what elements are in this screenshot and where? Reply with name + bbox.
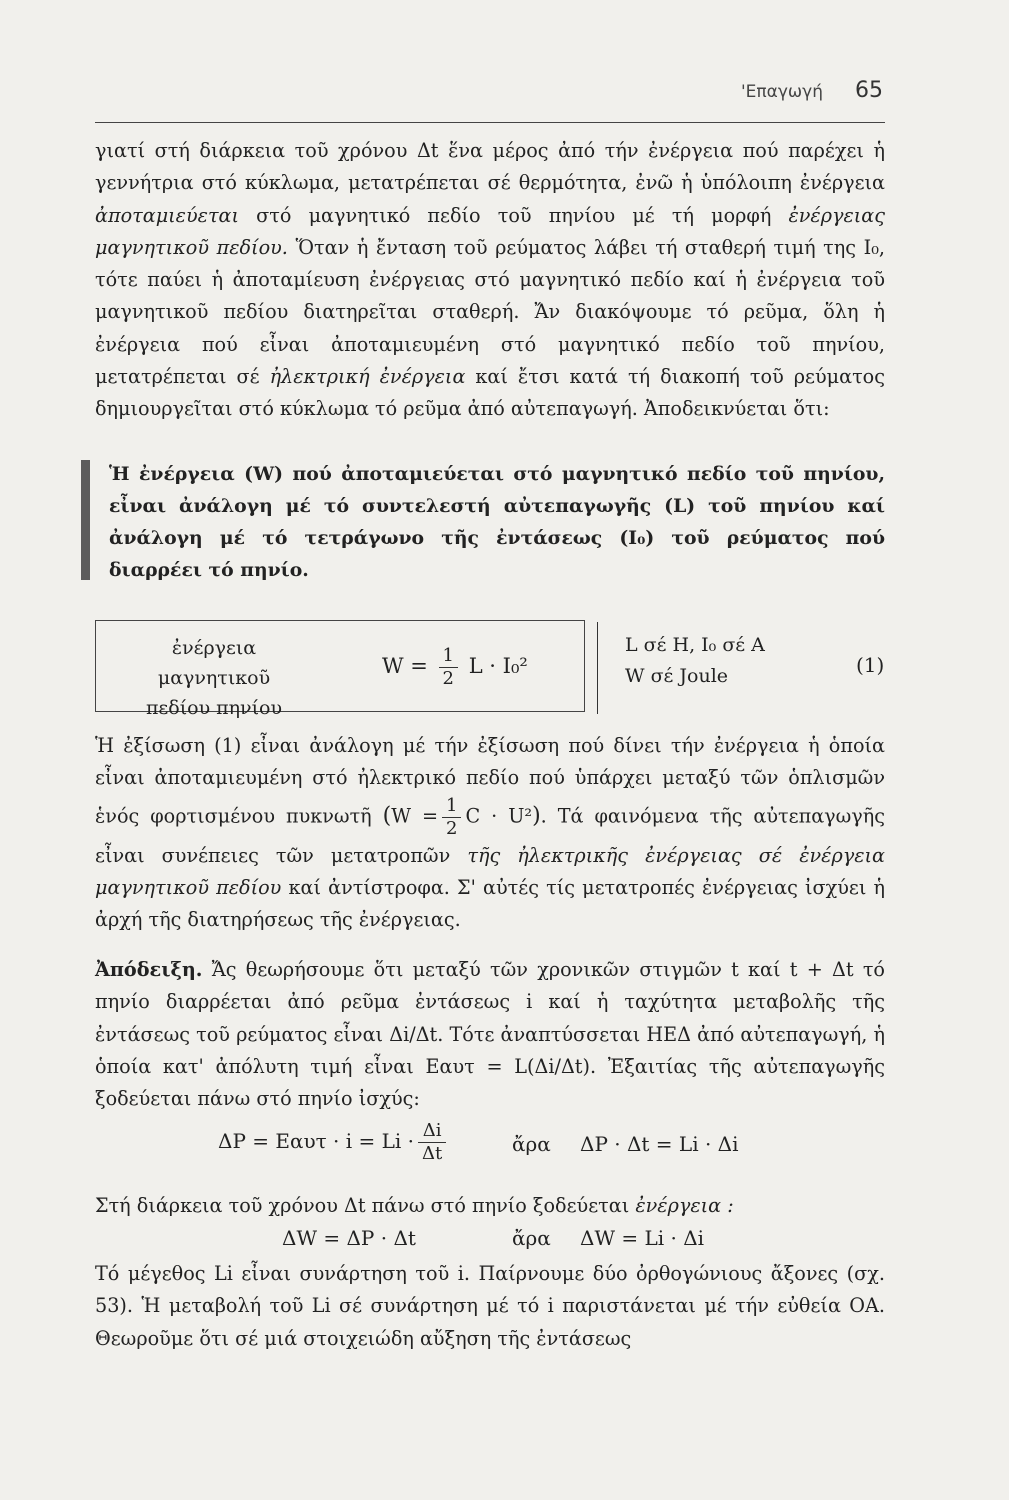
formula-box (95, 620, 585, 719)
paragraph-intro: γιατί στή διάρκεια τοῦ χρόνου Δt ἕνα μέρος ἀπό τήν ἐνέργεια πού παρέχει ἡ γεννήτρια στό κύκλωμα, μετατρέπεται σέ θερμότητα, ἐνῶ ἡ ὑπόλοιπη ἐνέργεια ἀποταμιεύεται στό μαγνητικό πεδίο τοῦ πηνίου μέ τή μορφή ἐνέργειας μαγνητικοῦ πεδίου. Ὅταν ἡ ἔνταση τοῦ ρεύματος λάβει τή σταθερή τιμή της I₀, τότε παύει ἡ ἀποταμίευση ἐνέργειας στό μαγνητικό πεδίο καί ἡ ἐνέργεια τοῦ μαγνητικοῦ πεδίου διατηρεῖται σταθερή. Ἄν διακόψουμε τό ρεῦμα, ὅλη ἡ ἐνέργεια πού εἶναι ἀποταμιευμένη στό μαγνητικό πεδίο τοῦ πηνίου, μετατρέπεται σέ ἠλεκτρική ἐνέργεια καί ἔτσι κατά τή διακοπή τοῦ ρεύματος δημιουργεῖται στό κύκλωμα τό ρεῦμα ἀπό αὐτεπαγωγή. Ἀποδεικνύεται ὅτι: (95, 139, 886, 421)
page-header (95, 78, 885, 123)
paragraph-graph: Τό μέγεθος Li εἶναι συνάρτηση τοῦ i. Παίρνουμε δύο ὀρθογώνιους ἄξονες (σχ. 53). Ἡ μεταβολή τοῦ Li σέ συνάρτηση μέ τό i παριστάνεται μέ τήν εὐθεία ΟΑ. Θεωροῦμε ὅτι σέ μιά στοιχειώδη αὔξηση τῆς ἐντάσεως (95, 1262, 885, 1350)
page-number: 65 (855, 78, 883, 103)
fraction: $\frac{\Delta i}{\Delta t}$ (418, 1120, 446, 1165)
formula-label: ἐνέργεια μαγνητικοῦ πεδίου πηνίου (145, 637, 283, 719)
equation-number: (1) (856, 653, 885, 677)
fraction: $\frac{1}{2}$ (439, 645, 458, 690)
paragraph-analogy: Ἡ ἐξίσωση (1) εἶναι ἀνάλογη μέ τήν ἐξίσωση πού δίνει τήν ἐνέργεια ἡ ὁποία εἶναι ἀποταμιευμένη στό ἠλεκτρικό πεδίο πού ὑπάρχει μεταξύ τῶν ὁπλισμῶν ἑνός φορτισμένου πυκνωτῆ (W = $\frac{1}{2}$ C · U²). Τά φαινόμενα τῆς αὐτεπαγωγῆς εἶναι συνέπειες τῶν μετατροπῶν τῆς ἠλεκτρικῆς ἐνέργειας σέ ἐνέργεια μαγνητικοῦ πεδίου καί ἀντίστροφα. Σ' αὐτές τίς μετατροπές ἐνέργειας ἰσχύει ἡ ἀρχή τῆς διατηρήσεως τῆς ἐνέργειας. (95, 734, 885, 932)
highlight-text: Ἡ ἐνέργεια (W) πού ἀποταμιεύεται στό μαγνητικό πεδίο τοῦ πηνίου, εἶναι ἀνάλογη μέ τό συντελεστή αὐτεπαγωγῆς (L) τοῦ πηνίου καί ἀνάλογη μέ τό τετράγωνο τῆς ἐντάσεως (I₀) τοῦ ρεύματος πού διαρρέει τό πηνίο. (109, 463, 885, 581)
paragraph-energy: Στή διάρκεια τοῦ χρόνου Δt πάνω στό πηνίο ξοδεύεται ἐνέργεια : (95, 1194, 734, 1217)
units-brace (597, 622, 608, 714)
highlight-bar (81, 460, 90, 580)
fraction: $\frac{1}{2}$ (442, 795, 461, 840)
paragraph-proof: Ἀπόδειξη. Ἄς θεωρήσουμε ὅτι μεταξύ τῶν χρονικῶν στιγμῶν t καί t + Δt τό πηνίο διαρρέεται ἀπό ρεῦμα ἐντάσεως i καί ἡ ταχύτητα μεταβολῆς τῆς ἐντάσεως τοῦ ρεύματος εἶναι Δi/Δt. Τότε ἀναπτύσσεται ΗΕΔ ἀπό αὐτεπαγωγή, ἡ ὁποία κατ' ἀπόλυτη τιμή εἶναι Eαυτ = L(Δi/Δt). Ἐξαιτίας τῆς αὐτεπαγωγῆς ξοδεύεται πάνω στό πηνίο ἰσχύς: (95, 958, 885, 1111)
energy-formula: W = $\frac{1}{2}$ L · I₀² (382, 645, 528, 689)
highlight-statement (95, 458, 885, 586)
chapter-title: 'Επαγωγή (741, 82, 823, 102)
formula-units: L σέ H, I₀ σέ A W σέ Joule (625, 634, 765, 687)
